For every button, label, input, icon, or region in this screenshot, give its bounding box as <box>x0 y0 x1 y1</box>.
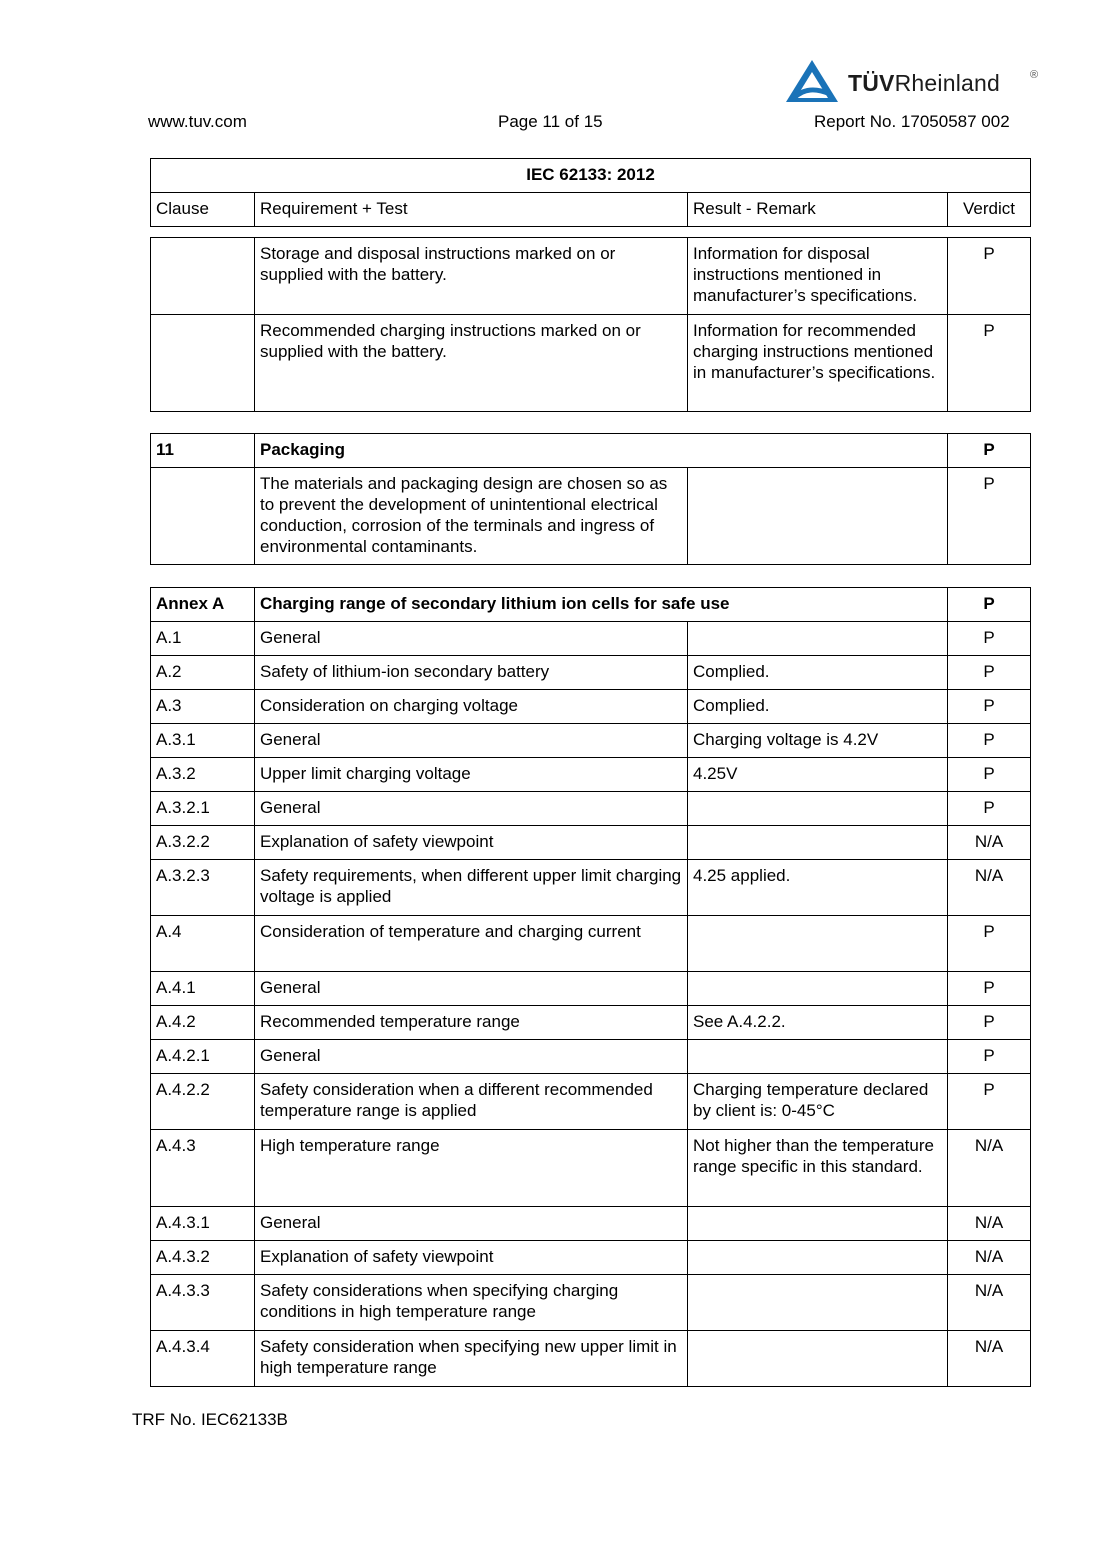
result-cell <box>688 622 948 656</box>
result-cell <box>688 468 948 565</box>
verdict-cell: P <box>948 468 1031 565</box>
result-cell: Not higher than the temperature range specific in this standard. <box>688 1130 948 1207</box>
section-header-row <box>151 434 1031 468</box>
table-row <box>151 315 1031 412</box>
result-cell <box>688 826 948 860</box>
verdict-cell: N/A <box>948 860 1031 916</box>
clause-cell: A.4.3.1 <box>151 1207 255 1241</box>
result-cell <box>688 972 948 1006</box>
table-row <box>151 758 1031 792</box>
column-header-verdict: Verdict <box>948 193 1031 227</box>
table-row <box>151 724 1031 758</box>
standard-header-table <box>150 158 1031 227</box>
requirement-cell: Safety requirements, when different upper limit charging voltage is applied <box>255 860 688 916</box>
table-row <box>151 916 1031 972</box>
clause-cell <box>151 315 255 412</box>
clause-cell <box>151 468 255 565</box>
registered-mark: ® <box>1030 69 1039 81</box>
section-clause: 11 <box>151 434 255 468</box>
column-header-requirement: Requirement + Test <box>255 193 688 227</box>
result-cell: Complied. <box>688 690 948 724</box>
section-clause: Annex A <box>151 588 255 622</box>
column-header-clause: Clause <box>151 193 255 227</box>
verdict-cell: N/A <box>948 1207 1031 1241</box>
clause-cell: A.1 <box>151 622 255 656</box>
verdict-cell: P <box>948 792 1031 826</box>
result-cell <box>688 1275 948 1331</box>
result-cell <box>688 1040 948 1074</box>
requirement-cell: General <box>255 1207 688 1241</box>
verdict-cell: P <box>948 622 1031 656</box>
section-title: Charging range of secondary lithium ion cells for safe use <box>255 588 948 622</box>
verdict-cell: P <box>948 656 1031 690</box>
clause-cell: A.3.2.2 <box>151 826 255 860</box>
clause-cell: A.3.2.3 <box>151 860 255 916</box>
result-cell <box>688 1207 948 1241</box>
section-header-row <box>151 588 1031 622</box>
requirement-cell: Consideration on charging voltage <box>255 690 688 724</box>
requirement-cell: Safety consideration when a different recommended temperature range is applied <box>255 1074 688 1130</box>
table-row <box>151 1006 1031 1040</box>
requirement-cell: Consideration of temperature and charging current <box>255 916 688 972</box>
verdict-cell: N/A <box>948 1130 1031 1207</box>
verdict-cell: P <box>948 238 1031 315</box>
clause-cell: A.4 <box>151 916 255 972</box>
result-cell: Complied. <box>688 656 948 690</box>
result-cell: Information for recommended charging instructions mentioned in manufacturer’s specifications. <box>688 315 948 412</box>
footer-trf-number: TRF No. IEC62133B <box>132 1410 288 1429</box>
clause-cell: A.4.1 <box>151 972 255 1006</box>
requirement-cell: High temperature range <box>255 1130 688 1207</box>
clause-cell: A.4.2 <box>151 1006 255 1040</box>
table-row <box>151 1275 1031 1331</box>
clause-cell: A.3.2.1 <box>151 792 255 826</box>
clause-cell: A.4.2.2 <box>151 1074 255 1130</box>
clause-cell: A.3.2 <box>151 758 255 792</box>
table-row <box>151 1207 1031 1241</box>
requirement-cell: Safety considerations when specifying charging conditions in high temperature range <box>255 1275 688 1331</box>
requirement-cell: Storage and disposal instructions marked on or supplied with the battery. <box>255 238 688 315</box>
verdict-cell: N/A <box>948 1275 1031 1331</box>
requirement-cell: General <box>255 792 688 826</box>
section-verdict: P <box>948 588 1031 622</box>
annex-a-table <box>150 587 1031 1387</box>
result-cell <box>688 1331 948 1387</box>
table-row <box>151 1074 1031 1130</box>
requirement-cell: Safety of lithium-ion secondary battery <box>255 656 688 690</box>
requirement-cell: General <box>255 724 688 758</box>
result-cell: 4.25V <box>688 758 948 792</box>
verdict-cell: P <box>948 916 1031 972</box>
clause-cell: A.3.1 <box>151 724 255 758</box>
table-row <box>151 792 1031 826</box>
table-row <box>151 238 1031 315</box>
result-cell: 4.25 applied. <box>688 860 948 916</box>
table-row <box>151 826 1031 860</box>
clause-cell: A.4.3 <box>151 1130 255 1207</box>
table-row <box>151 622 1031 656</box>
brand-name: TÜVRheinland <box>848 70 1000 96</box>
table-row <box>151 972 1031 1006</box>
table-row <box>151 860 1031 916</box>
table-row <box>151 1331 1031 1387</box>
requirement-cell: General <box>255 622 688 656</box>
verdict-cell: P <box>948 972 1031 1006</box>
clause-cell <box>151 238 255 315</box>
verdict-cell: P <box>948 724 1031 758</box>
clause-cell: A.4.3.4 <box>151 1331 255 1387</box>
section-verdict: P <box>948 434 1031 468</box>
instructions-table <box>150 237 1031 412</box>
requirement-cell: Upper limit charging voltage <box>255 758 688 792</box>
verdict-cell: P <box>948 1006 1031 1040</box>
table-row <box>151 468 1031 565</box>
requirement-cell: Explanation of safety viewpoint <box>255 826 688 860</box>
header-report-number: Report No. 17050587 002 <box>814 112 1010 131</box>
packaging-table <box>150 433 1031 565</box>
verdict-cell: P <box>948 1040 1031 1074</box>
clause-cell: A.4.3.2 <box>151 1241 255 1275</box>
clause-cell: A.4.3.3 <box>151 1275 255 1331</box>
column-header-result: Result - Remark <box>688 193 948 227</box>
requirement-cell: General <box>255 972 688 1006</box>
verdict-cell: N/A <box>948 1331 1031 1387</box>
tuv-rheinland-logo <box>786 58 1046 104</box>
result-cell: See A.4.2.2. <box>688 1006 948 1040</box>
result-cell <box>688 916 948 972</box>
verdict-cell: P <box>948 690 1031 724</box>
requirement-cell: Explanation of safety viewpoint <box>255 1241 688 1275</box>
verdict-cell: N/A <box>948 826 1031 860</box>
standard-title: IEC 62133: 2012 <box>151 159 1031 193</box>
result-cell <box>688 792 948 826</box>
table-row <box>151 656 1031 690</box>
section-title: Packaging <box>255 434 948 468</box>
verdict-cell: P <box>948 315 1031 412</box>
result-cell: Information for disposal instructions mentioned in manufacturer’s specifications. <box>688 238 948 315</box>
triangle-logo-icon <box>786 58 842 104</box>
requirement-cell: Safety consideration when specifying new upper limit in high temperature range <box>255 1331 688 1387</box>
verdict-cell: N/A <box>948 1241 1031 1275</box>
result-cell <box>688 1241 948 1275</box>
clause-cell: A.2 <box>151 656 255 690</box>
requirement-cell: Recommended temperature range <box>255 1006 688 1040</box>
requirement-cell: General <box>255 1040 688 1074</box>
table-row <box>151 1241 1031 1275</box>
header-website: www.tuv.com <box>148 112 247 131</box>
verdict-cell: P <box>948 758 1031 792</box>
clause-cell: A.4.2.1 <box>151 1040 255 1074</box>
header-page-number: Page 11 of 15 <box>498 112 603 131</box>
result-cell: Charging voltage is 4.2V <box>688 724 948 758</box>
requirement-cell: The materials and packaging design are chosen so as to prevent the development of unintentional electrical conduction, corrosion of the terminals and ingress of environmental contaminants. <box>255 468 688 565</box>
table-row <box>151 1040 1031 1074</box>
verdict-cell: P <box>948 1074 1031 1130</box>
result-cell: Charging temperature declared by client is: 0-45°C <box>688 1074 948 1130</box>
table-row <box>151 1130 1031 1207</box>
clause-cell: A.3 <box>151 690 255 724</box>
requirement-cell: Recommended charging instructions marked on or supplied with the battery. <box>255 315 688 412</box>
table-row <box>151 690 1031 724</box>
